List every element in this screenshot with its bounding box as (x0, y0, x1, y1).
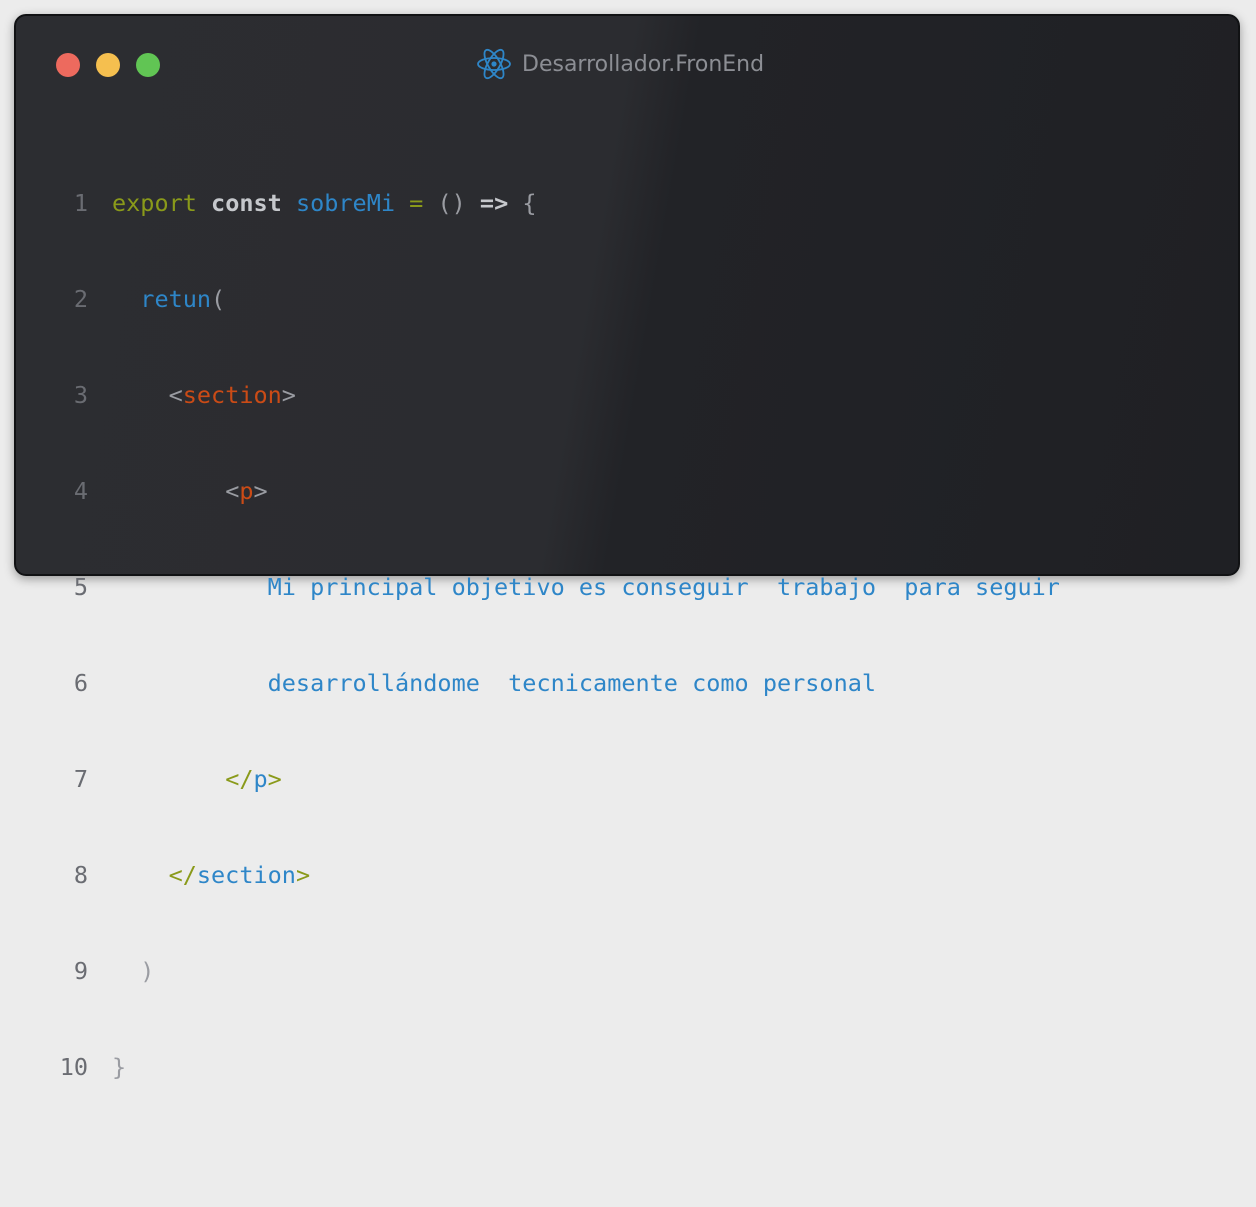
code-line (16, 1047, 1238, 1087)
line-number: 1 (73, 189, 88, 217)
open-paren: ( (211, 285, 226, 313)
operator-equals: = (409, 189, 424, 217)
tag-p-close: p (253, 765, 268, 793)
code-line (16, 183, 1238, 223)
close-paren: ) (140, 957, 155, 985)
keyword-export: export (112, 189, 197, 217)
tag-p-open: p (239, 477, 254, 505)
window-title-text: Desarrollador.FronEnd (522, 51, 765, 77)
tag-close-bracket: > (267, 765, 282, 793)
tag-section-close: section (196, 861, 296, 889)
line-number: 5 (73, 573, 88, 601)
react-atom-icon (476, 47, 512, 81)
line-number: 6 (73, 669, 88, 697)
paragraph-text-line-2: desarrollándome tecnicamente como personal (267, 669, 877, 697)
line-number: 10 (59, 1053, 88, 1081)
line-number: 7 (73, 765, 88, 793)
tag-end-open-bracket: </ (225, 765, 254, 793)
code-line (16, 663, 1238, 703)
code-editor[interactable] (16, 127, 1238, 1143)
line-number: 9 (73, 957, 88, 985)
close-brace: } (112, 1053, 127, 1081)
code-line (16, 279, 1238, 319)
code-window (14, 14, 1240, 1081)
title-bar (16, 16, 1238, 116)
line-number: 2 (73, 285, 88, 313)
code-line (16, 759, 1238, 799)
line-number: 8 (73, 861, 88, 889)
code-line (16, 951, 1238, 991)
code-line (16, 855, 1238, 895)
tag-close-bracket: > (253, 477, 268, 505)
code-line (16, 471, 1238, 511)
code-line (16, 375, 1238, 415)
code-line (16, 567, 1238, 607)
arrow-operator: => (479, 189, 509, 217)
tag-close-bracket: > (281, 381, 296, 409)
tag-section-open: section (182, 381, 282, 409)
identifier-retun: retun (140, 285, 212, 313)
open-brace: { (522, 189, 537, 217)
tag-open-bracket: < (225, 477, 240, 505)
close-button[interactable] (56, 53, 80, 77)
paragraph-text-line-1: Mi principal objetivo es conseguir trabajo para seguir (267, 573, 1060, 601)
tag-open-bracket: < (168, 381, 183, 409)
identifier-sobremi: sobreMi (295, 189, 395, 217)
window-title (476, 46, 764, 82)
maximize-button[interactable] (136, 53, 160, 77)
minimize-button[interactable] (96, 53, 120, 77)
tag-end-open-bracket: </ (168, 861, 197, 889)
keyword-const: const (211, 189, 282, 217)
tag-close-bracket: > (295, 861, 311, 889)
parens: () (437, 189, 466, 217)
line-number: 3 (73, 381, 88, 409)
line-number: 4 (73, 477, 88, 505)
